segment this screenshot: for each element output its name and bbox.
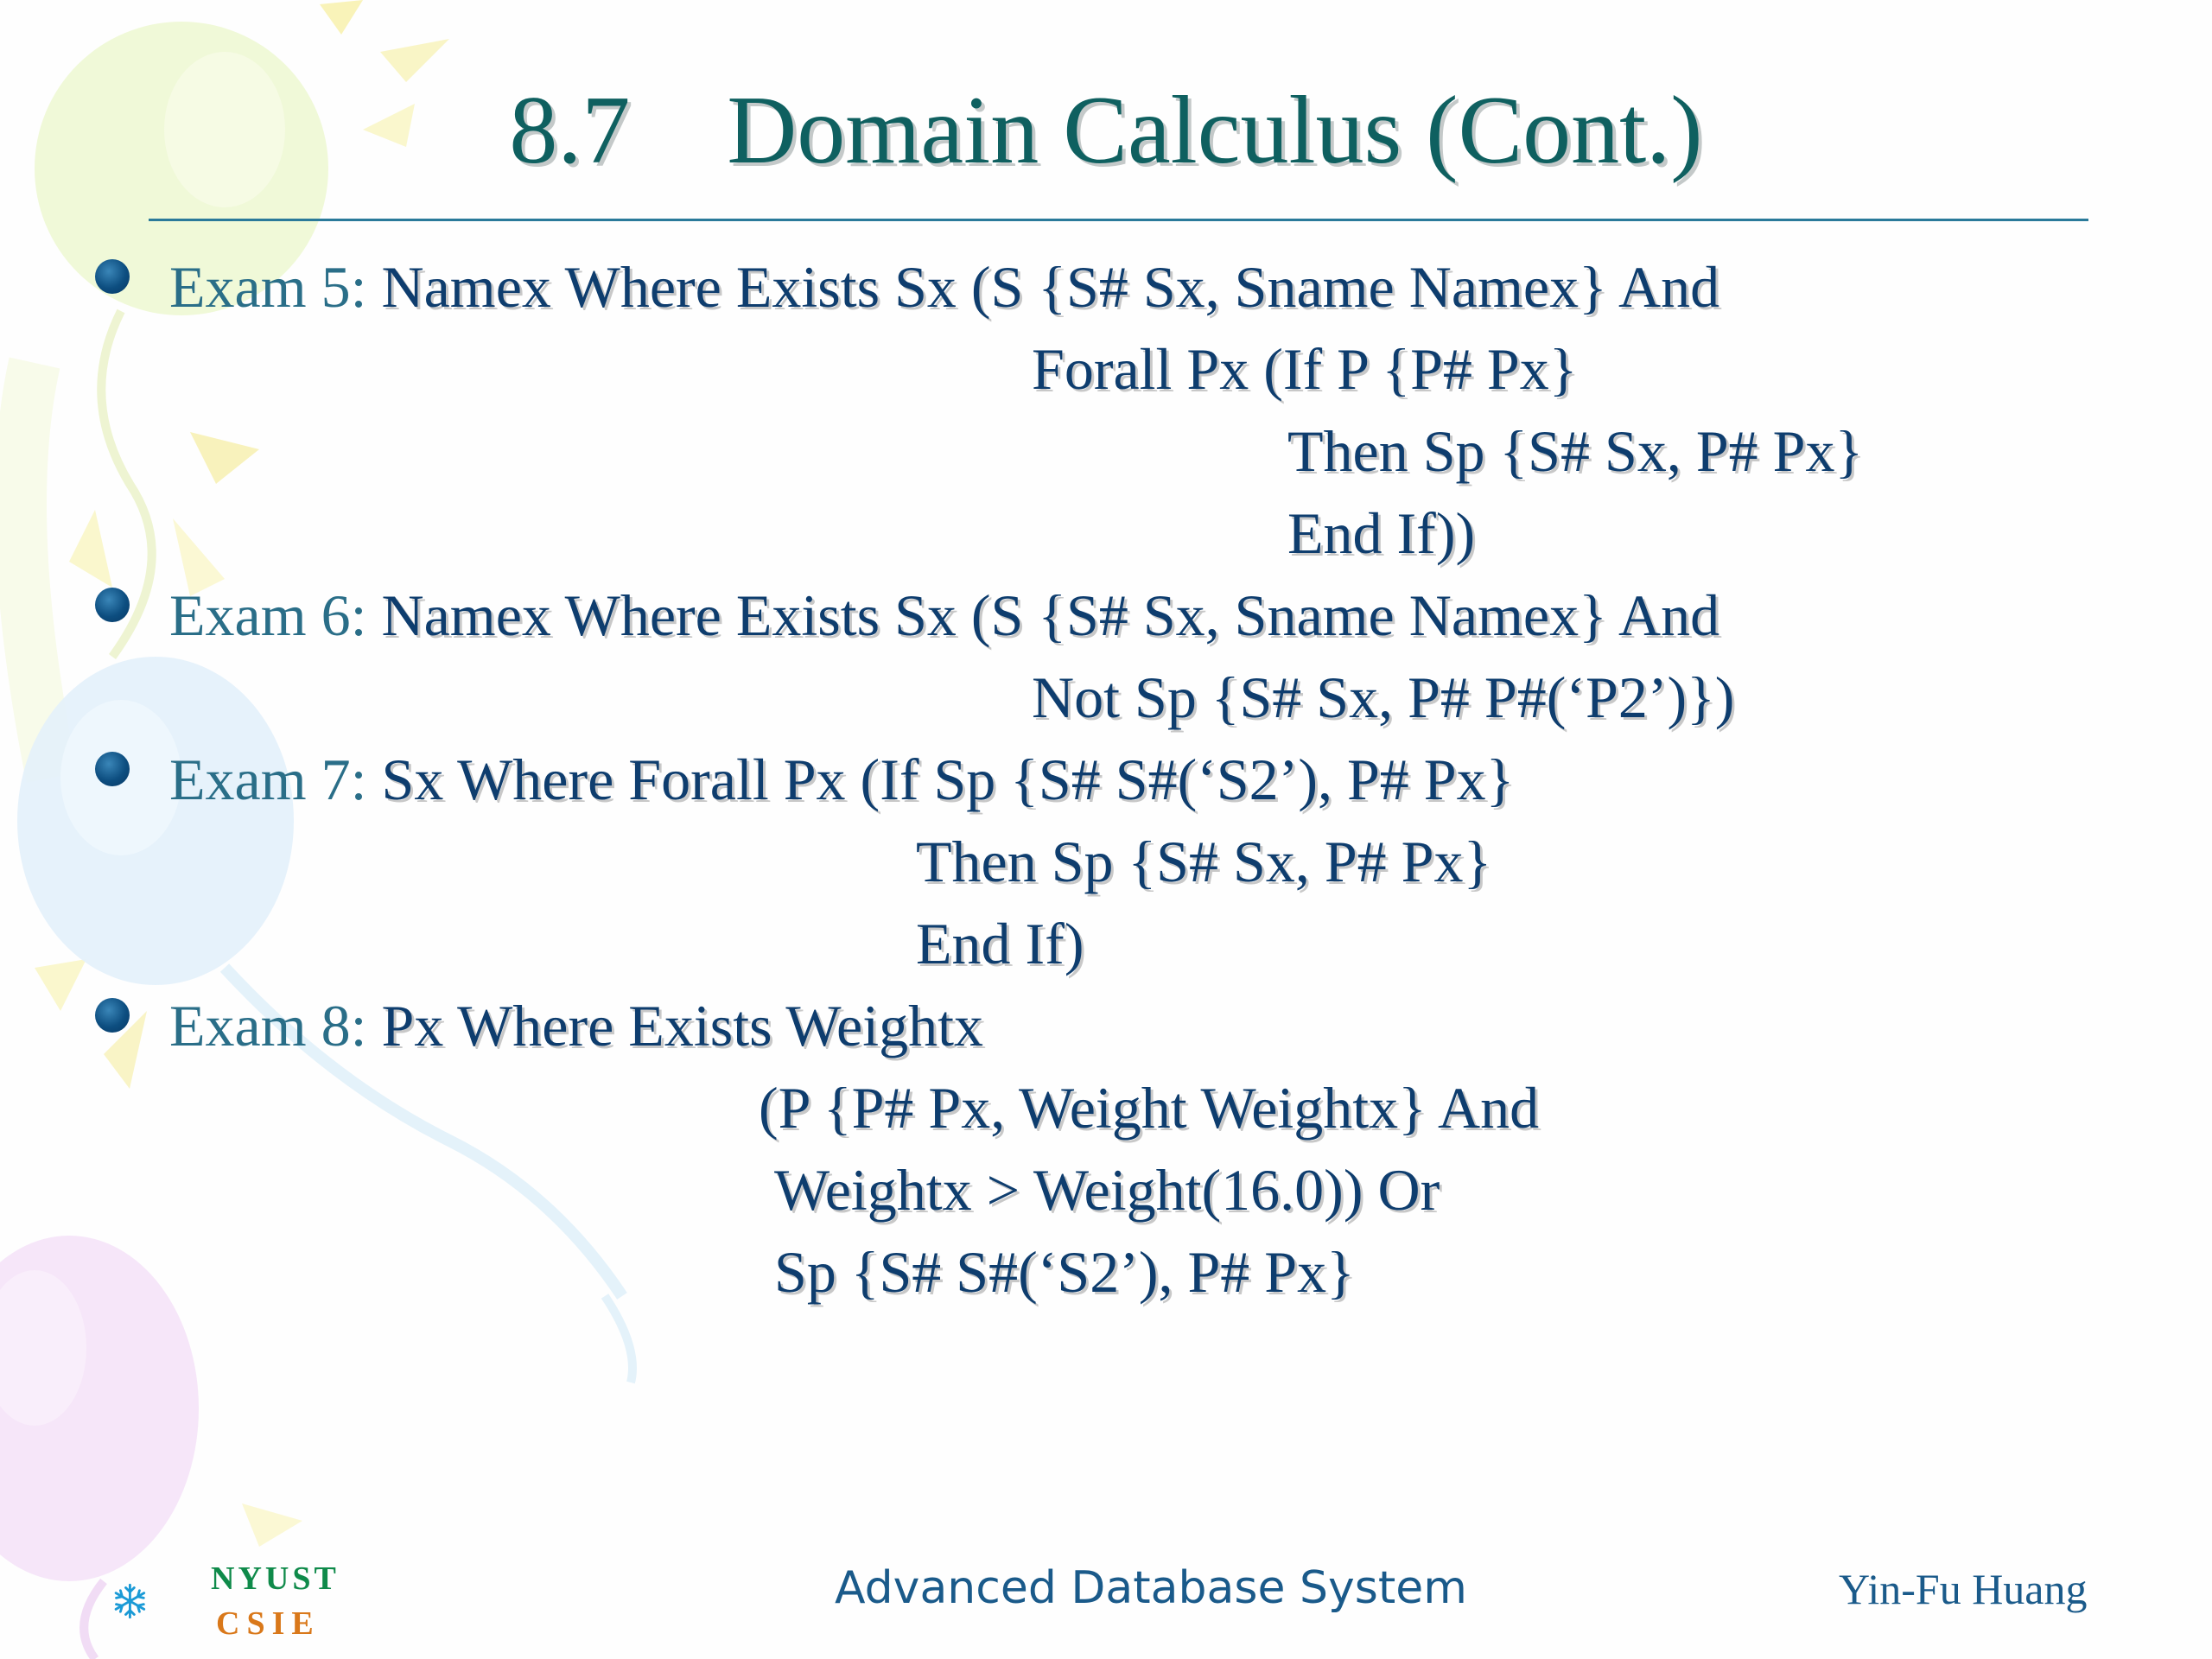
bullet-icon <box>95 259 130 294</box>
exam-6-expression-line: Not Sp {S# Sx, P# P#(‘P2’)}) <box>1032 664 1735 730</box>
exam-5-expression-line: End If)) <box>1287 500 1476 566</box>
slide-title: 8.7 Domain Calculus (Cont.) <box>509 77 1703 184</box>
exam-8-expression-line: (P {P# Px, Weight Weightx} And <box>759 1075 1540 1141</box>
logo-text-nyust: NYUST <box>211 1560 340 1597</box>
exam-5-expression-line: Then Sp {S# Sx, P# Px} <box>1287 418 1864 484</box>
bullet-icon <box>95 588 130 622</box>
exam-7-label: Exam 7: <box>169 747 382 812</box>
exam-6-label: Exam 6: <box>169 582 382 648</box>
snowflake-logo-icon <box>111 1554 206 1649</box>
exam-7-expression-line: Sx Where Forall Px (If Sp {S# S#(‘S2’), P# Px} <box>381 747 1515 812</box>
title-divider <box>149 219 2088 221</box>
bullet-icon <box>95 998 130 1033</box>
bullet-icon <box>95 752 130 786</box>
exam-5-expression-line: Namex Where Exists Sx (S {S# Sx, Sname Namex} And <box>381 254 1720 320</box>
exam-6-first-line <box>169 582 1720 648</box>
exam-7-first-line <box>169 747 1515 812</box>
exam-8-expression-line: Sp {S# S#(‘S2’), P# Px} <box>774 1239 1355 1305</box>
exam-5-first-line <box>169 254 1720 320</box>
exam-8-expression-line: Px Where Exists Weightx <box>381 993 984 1058</box>
exam-7-expression-line: Then Sp {S# Sx, P# Px} <box>916 829 1492 894</box>
footer-author: Yin-Fu Huang <box>1839 1565 2088 1613</box>
exam-8-first-line <box>169 993 984 1058</box>
exam-8-expression-line: Weightx > Weight(16.0)) Or <box>774 1157 1440 1223</box>
footer-course-title: Advanced Database System <box>835 1562 1467 1614</box>
exam-5-expression-line: Forall Px (If P {P# Px} <box>1032 336 1578 402</box>
exam-8-label: Exam 8: <box>169 993 382 1058</box>
exam-6-expression-line: Namex Where Exists Sx (S {S# Sx, Sname Namex} And <box>381 582 1720 648</box>
logo-text-csie: CSIE <box>216 1605 321 1642</box>
exam-5-label: Exam 5: <box>169 254 382 320</box>
exam-7-expression-line: End If) <box>916 911 1084 976</box>
